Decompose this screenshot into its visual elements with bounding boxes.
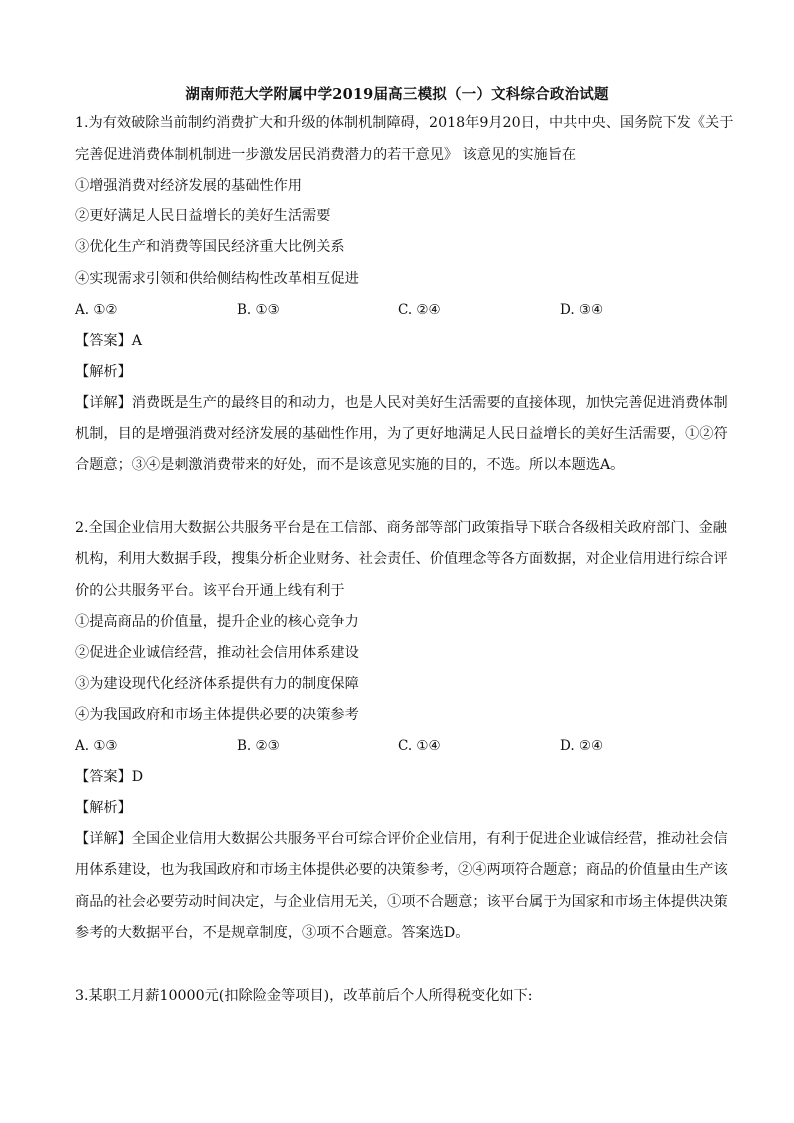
q1-detail-line-1: 【详解】消费既是生产的最终目的和动力，也是人民对美好生活需要的直接体现，加快完善促进消费体制 xyxy=(75,395,728,411)
q2-option-c: C. ①④ xyxy=(398,738,441,754)
q2-detail-line-4: 参考的大数据平台，不是规章制度，③项不合题意。答案选D。 xyxy=(75,925,470,941)
q1-option-d: D. ③④ xyxy=(560,302,604,318)
q2-stem-line-2: 机构，利用大数据手段，搜集分析企业财务、社会责任、价值理念等各方面数据，对企业信用进行综合评 xyxy=(75,551,728,567)
q2-item-3: ③为建设现代化经济体系提供有力的制度保障 xyxy=(75,676,359,692)
q2-item-1: ①提高商品的价值量，提升企业的核心竞争力 xyxy=(75,614,359,630)
q2-detail-line-1: 【详解】全国企业信用大数据公共服务平台可综合评价企业信用，有利于促进企业诚信经营，推动社会信 xyxy=(75,831,728,847)
q1-item-1: ①增强消费对经济发展的基础性作用 xyxy=(75,178,303,194)
q2-stem-line-3: 价的公共服务平台。该平台开通上线有利于 xyxy=(75,583,345,599)
q1-analysis-label: 【解析】 xyxy=(75,364,132,380)
q2-option-a: A. ①③ xyxy=(75,738,118,754)
q1-item-2: ②更好满足人民日益增长的美好生活需要 xyxy=(75,208,331,224)
q2-item-2: ②促进企业诚信经营，推动社会信用体系建设 xyxy=(75,645,359,661)
q2-stem-line-1: 2.全国企业信用大数据公共服务平台是在工信部、商务部等部门政策指导下联合各级相关政府部门、金融 xyxy=(75,520,727,536)
q1-stem-line-2: 完善促进消费体制机制进一步激发居民消费潜力的若干意见》 该意见的实施旨在 xyxy=(75,147,577,163)
q1-option-b: B. ①③ xyxy=(237,302,280,318)
q1-item-3: ③优化生产和消费等国民经济重大比例关系 xyxy=(75,239,345,255)
q1-detail-line-3: 合题意；③④是刺激消费带来的好处，而不是该意见实施的目的，不选。所以本题选A。 xyxy=(75,457,625,473)
page-title: 湖南师范大学附属中学2019届高三模拟（一）文科综合政治试题 xyxy=(185,86,609,103)
q1-option-c: C. ②④ xyxy=(398,302,441,318)
q1-stem-line-1: 1.为有效破除当前制约消费扩大和升级的体制机制障碍，2018年9月20日，中共中央、国务院下发《关于 xyxy=(75,115,734,131)
q2-detail-line-2: 用体系建设，也为我国政府和市场主体提供必要的决策参考，②④两项符合题意；商品的价值量由生产该 xyxy=(75,862,728,878)
q2-analysis-label: 【解析】 xyxy=(75,800,132,816)
q2-detail-line-3: 商品的社会必要劳动时间决定，与企业信用无关，①项不合题意；该平台属于为国家和市场主体提供决策 xyxy=(75,894,728,910)
q2-item-4: ④为我国政府和市场主体提供必要的决策参考 xyxy=(75,707,359,723)
q2-answer: 【答案】D xyxy=(75,769,144,785)
q3-stem-line-1: 3.某职工月薪10000元(扣除险金等项目)，改革前后个人所得税变化如下: xyxy=(75,988,533,1004)
q2-option-d: D. ②④ xyxy=(560,738,604,754)
q2-option-b: B. ②③ xyxy=(237,738,280,754)
q1-detail-line-2: 机制，目的是增强消费对经济发展的基础性作用，为了更好地满足人民日益增长的美好生活需要，①②符 xyxy=(75,426,728,442)
q1-answer: 【答案】A xyxy=(75,333,142,349)
q1-item-4: ④实现需求引领和供给侧结构性改革相互促进 xyxy=(75,271,359,287)
q1-option-a: A. ①② xyxy=(75,302,118,318)
